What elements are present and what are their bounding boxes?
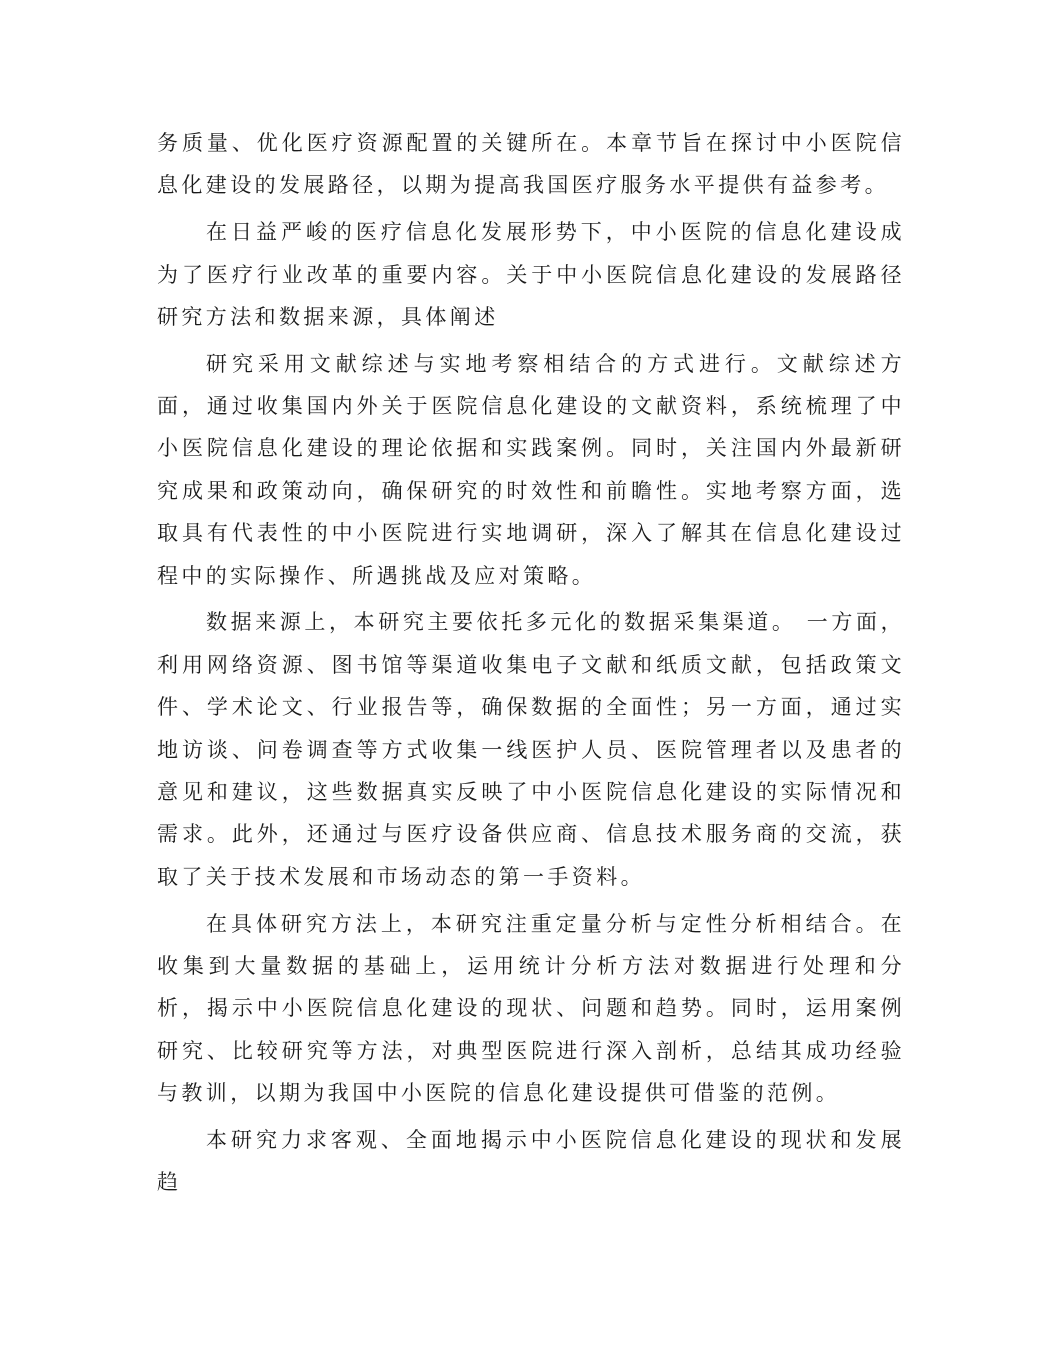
paragraph: 在日益严峻的医疗信息化发展形势下，中小医院的信息化建设成为了医疗行业改革的重要内容。关于中小医院信息化建设的发展路径研究方法和数据来源，具体阐述 — [157, 220, 905, 329]
paragraph-continuation: 务质量、优化医疗资源配置的关键所在。本章节旨在探讨中小医院信息化建设的发展路径，以期为提高我国医疗服务水平提供有益参考。 — [157, 131, 905, 198]
paragraph: 在具体研究方法上，本研究注重定量分析与定性分析相结合。在收集到大量数据的基础上，运用统计分析方法对数据进行处理和分析，揭示中小医院信息化建设的现状、问题和趋势。同时，运用案例研究、比较研究等方法，对典型医院进行深入剖析，总结其成功经验与教训，以期为我国中小医院的信息化建设提供可借鉴的范例。 — [157, 911, 905, 1106]
document-body — [157, 122, 905, 1208]
paragraph-truncated: 本研究力求客观、全面地揭示中小医院信息化建设的现状和发展趋 — [157, 1127, 905, 1195]
paragraph: 研究采用文献综述与实地考察相结合的方式进行。文献综述方面，通过收集国内外关于医院信息化建设的文献资料，系统梳理了中小医院信息化建设的理论依据和实践案例。同时，关注国内外最新研究成果和政策动向，确保研究的时效性和前瞻性。实地考察方面，选取具有代表性的中小医院进行实地调研，深入了解其在信息化建设过程中的实际操作、所遇挑战及应对策略。 — [157, 351, 905, 588]
paragraph: 数据来源上，本研究主要依托多元化的数据采集渠道。 一方面，利用网络资源、图书馆等渠道收集电子文献和纸质文献，包括政策文件、学术论文、行业报告等，确保数据的全面性；另一方面，通过实地访谈、问卷调查等方式收集一线医护人员、医院管理者以及患者的意见和建议，这些数据真实反映了中小医院信息化建设的实际情况和需求。此外，还通过与医疗设备供应商、信息技术服务商的交流，获取了关于技术发展和市场动态的第一手资料。 — [157, 610, 905, 889]
